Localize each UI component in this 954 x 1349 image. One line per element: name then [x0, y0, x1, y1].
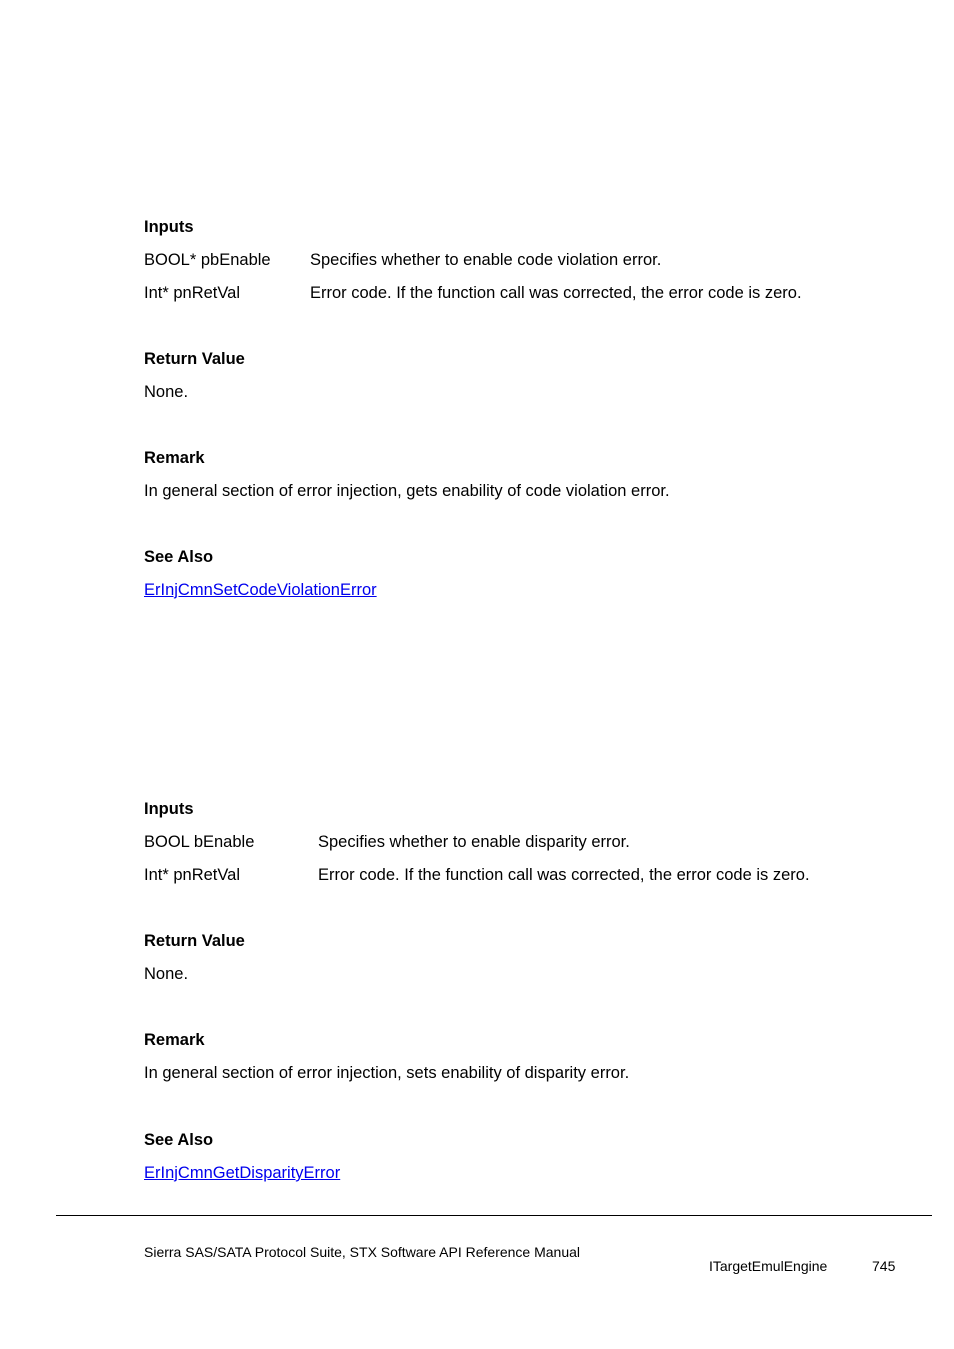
see-also-link[interactable]: ErInjCmnSetCodeViolationError [144, 581, 377, 599]
remark-heading: Remark [144, 1031, 205, 1049]
return-value-text: None. [144, 965, 189, 983]
see-also-heading: See Also [144, 548, 214, 566]
remark-text: In general section of error injection, sets enability of disparity error. [144, 1064, 630, 1082]
return-value-text: None. [144, 383, 189, 401]
remark-heading: Remark [144, 449, 205, 467]
return-value-heading: Return Value [144, 350, 245, 368]
footer-divider [56, 1215, 932, 1216]
param-name: Int* pnRetVal [144, 866, 241, 884]
param-name: BOOL* pbEnable [144, 251, 271, 269]
param-description: Error code. If the function call was corrected, the error code is zero. [310, 284, 802, 302]
see-also-heading: See Also [144, 1131, 214, 1149]
param-description: Specifies whether to enable disparity error. [318, 833, 630, 851]
param-name: Int* pnRetVal [144, 284, 241, 302]
footer-manual-title: Sierra SAS/SATA Protocol Suite, STX Software API Reference Manual [144, 1244, 581, 1260]
see-also-link[interactable]: ErInjCmnGetDisparityError [144, 1164, 341, 1182]
remark-text: In general section of error injection, gets enability of code violation error. [144, 482, 670, 500]
return-value-heading: Return Value [144, 932, 245, 950]
inputs-heading: Inputs [144, 800, 194, 818]
param-description: Specifies whether to enable code violation error. [310, 251, 662, 269]
param-description: Error code. If the function call was corrected, the error code is zero. [318, 866, 810, 884]
param-name: BOOL bEnable [144, 833, 255, 851]
inputs-heading: Inputs [144, 218, 194, 236]
footer-chapter: ITargetEmulEngine [709, 1258, 828, 1274]
footer-page-number: 745 [872, 1258, 896, 1274]
